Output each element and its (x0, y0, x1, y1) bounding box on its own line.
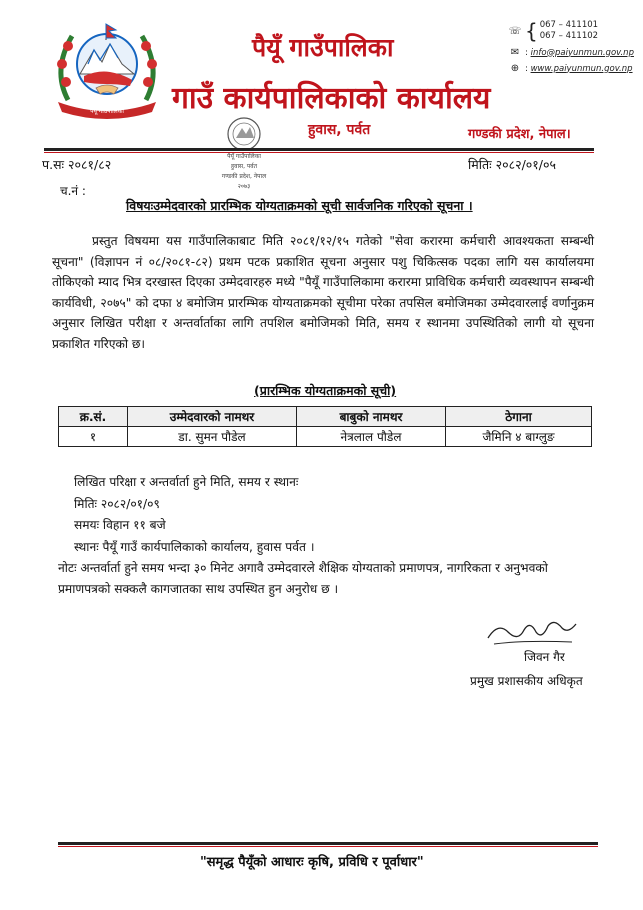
footer-slogan: "समृद्ध पैयूँको आधारः कृषि, प्रविधि र पूर्वाधार" (200, 855, 424, 870)
province-name: गण्डकी प्रदेश, नेपाल। (468, 127, 571, 142)
office-name: गाउँ कार्यपालिकाको कार्यालय (172, 81, 491, 116)
header-father-name: बाबुको नामथर (297, 407, 446, 427)
phone-icon: ☏ (508, 25, 522, 37)
dispatch-number: च.नं : (60, 184, 86, 198)
globe-icon: ⊕ (510, 63, 520, 74)
phone-number-1: 067 – 411101 (539, 20, 599, 30)
header-serial: क्र.सं. (59, 407, 128, 427)
phone-number-2: 067 – 411102 (539, 31, 599, 41)
exam-time: समयः विहान ११ बजे (74, 518, 166, 533)
subject-line: विषयःउम्मेदवारको प्रारम्भिक योग्यताक्रमको सूची सार्वजनिक गरिएको सूचना । (126, 198, 473, 213)
reference-number: प.सः २०८१/८२ (42, 157, 112, 172)
cell-address: जैमिनि ४ बाग्लुङ (446, 427, 592, 447)
contact-block: ☏ { 067 – 411101 067 – 411102 ✉ : info@paiyunmun.gov.np ⊕ : www.paiyunmun.gov.np (508, 19, 634, 74)
notice-body: प्रस्तुत विषयमा यस गाउँपालिकाबाट मिति २०८१/१२/१५ गतेको "सेवा करारमा कर्मचारी आवश्यकता सम्बन्धी सूचना" (विज्ञापन नं ०८/२०८१-८२) प्रथम पटक प्रकाशित सूचना अनुसार पशु चिकित्सक पदका लागि यस कार्यालयमा तोकिएको म्याद भित्र दरखास्त दिएका उम्मेदवारहरु मध्ये "पैयूँ गाउँपालिकामा करारमा प्राविधिक कर्मचारी व्यवस्थापन सम्बन्धी कार्यविधी, २०७५" को दफा ४ बमोजिम प्रारम्भिक योग्यताक्रमको सूचीमा परेका तपसिल बमोजिमका उम्मेदवारलाई वर्णानुक्रम अनुसार लिखित परीक्षा र अन्तर्वार्ताका लागि तपशिल बमोजिमको मिति, समय र स्थानमा उपस्थितिको लागी यो सूचना प्रकाशित गरिएको छ। (52, 234, 594, 351)
exam-heading: लिखित परिक्षा र अन्तर्वार्ता हुने मिति, समय र स्थानः (74, 475, 299, 489)
envelope-icon: ✉ (510, 47, 520, 58)
header-candidate-name: उम्मेदवारको नामथर (128, 407, 297, 427)
seal-line-3: गण्डकी प्रदेश, नेपाल (221, 173, 267, 180)
website-link[interactable]: www.paiyunmun.gov.np (530, 63, 633, 74)
signer-designation: प्रमुख प्रशासकीय अधिकृत (470, 674, 583, 688)
exam-venue: स्थानः पैयूँ गाउँ कार्यपालिकाको कार्यालय, हुवास पर्वत । (74, 539, 315, 554)
cell-candidate-name: डा. सुमन पौडेल (128, 427, 297, 447)
government-emblem (48, 20, 166, 120)
signature-image (484, 612, 580, 652)
table-row (59, 427, 592, 447)
seal-line-2: हुवास, पर्वत (230, 163, 258, 170)
office-location: हुवास, पर्वत (308, 122, 371, 138)
emblem-ribbon-text: पैयूँ गाउँपालिका (90, 108, 124, 115)
header-divider (44, 148, 594, 151)
footer-divider (58, 842, 598, 845)
municipality-name: पैयूँ गाउँपालिका (252, 33, 394, 62)
header-divider-accent (44, 152, 594, 153)
exam-date: मितिः २०८२/०१/०९ (74, 496, 160, 511)
note-text: नोटः अन्तर्वार्ता हुने समय भन्दा ३० मिनेट अगावै उम्मेदवारले शैक्षिक योग्यताको प्रमाणपत्र, नागरिकता र अनुभवको प्रमाणपत्रको सक्कलै कागजातका साथ उपस्थित हुन अनुरोध छ । (58, 561, 548, 596)
header-address: ठेगाना (446, 407, 592, 427)
list-title: (प्रारम्भिक योग्यताक्रमको सूची) (254, 383, 397, 398)
office-seal-stamp (204, 112, 284, 194)
letter-date: मितिः २०८२/०१/०५ (468, 157, 556, 172)
footer-divider-accent (58, 846, 598, 847)
signer-name: जिवन गैर (524, 650, 565, 664)
table-header-row (59, 407, 592, 427)
cell-father-name: नेत्रलाल पौडेल (297, 427, 446, 447)
email-link[interactable]: info@paiyunmun.gov.np (530, 47, 634, 58)
candidate-table (58, 406, 592, 447)
seal-line-4: २०७३ (237, 183, 251, 190)
cell-serial: १ (59, 427, 128, 447)
exam-details (74, 472, 314, 558)
seal-line-1: पैयूँ गाउँपालिका (227, 153, 261, 160)
